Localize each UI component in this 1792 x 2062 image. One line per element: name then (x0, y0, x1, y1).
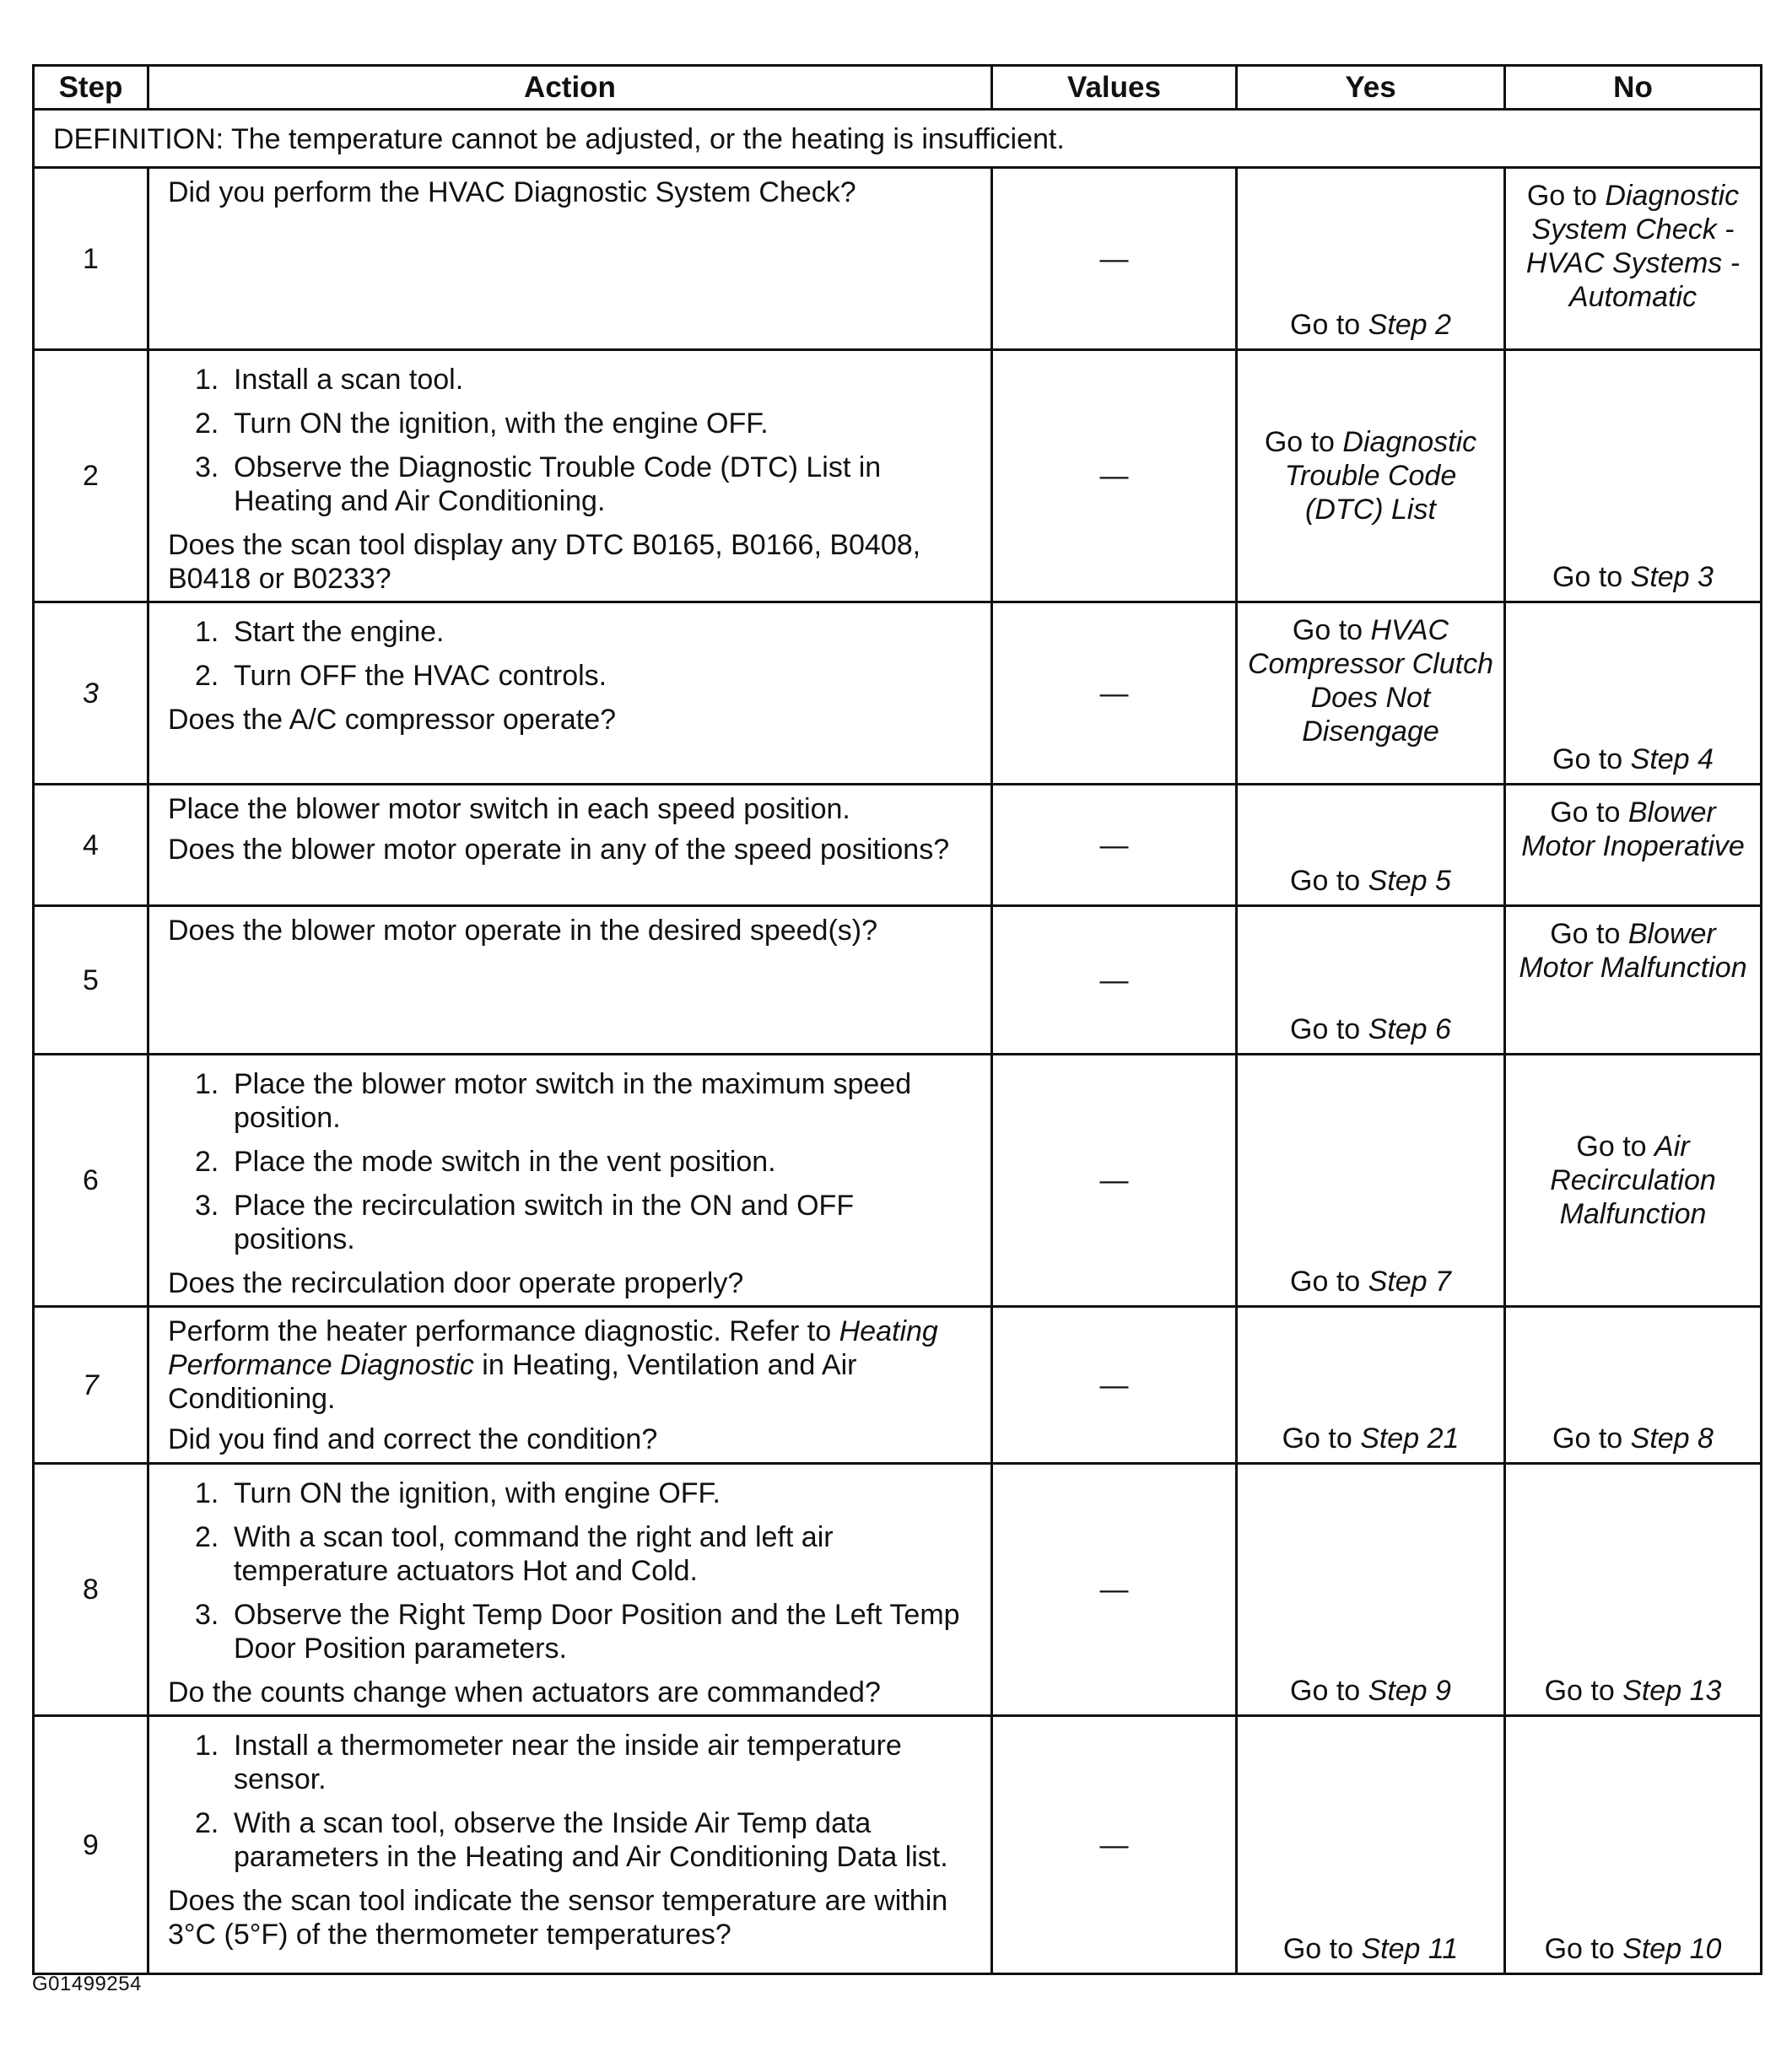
action-cell (148, 1716, 992, 1974)
action-steps-list (168, 1067, 980, 1256)
header-step: Step (34, 66, 148, 110)
yes-cell (1237, 1716, 1505, 1974)
yes-link[interactable]: Step 21 (1360, 1422, 1460, 1455)
action-text: Place the blower motor switch in each speed position. (168, 793, 850, 825)
yes-cell (1237, 168, 1505, 350)
list-item: 1. Start the engine. (195, 616, 445, 648)
action-cell (148, 168, 992, 350)
no-prefix: Go to (1550, 918, 1628, 950)
step-number: 4 (34, 785, 148, 906)
no-cell (1505, 350, 1762, 602)
yes-prefix: Go to (1290, 1013, 1368, 1045)
yes-link[interactable]: Step 9 (1368, 1675, 1451, 1707)
values-cell: — (992, 1055, 1237, 1307)
table-row (34, 1055, 1762, 1307)
header-row (34, 66, 1762, 110)
yes-prefix: Go to (1290, 1266, 1368, 1298)
values-cell: — (992, 906, 1237, 1055)
yes-link[interactable]: Step 6 (1368, 1013, 1451, 1045)
step-number: 9 (34, 1716, 148, 1974)
action-cell (148, 906, 992, 1055)
values-cell: — (992, 1307, 1237, 1464)
no-link[interactable]: Step 8 (1630, 1422, 1714, 1455)
yes-prefix: Go to (1290, 1675, 1368, 1707)
action-cell (148, 1464, 992, 1716)
no-cell (1505, 1716, 1762, 1974)
action-steps-list (168, 1476, 980, 1665)
action-question: Do the counts change when actuators are commanded? (168, 1676, 881, 1708)
yes-cell (1237, 602, 1505, 785)
table-row (34, 168, 1762, 350)
action-steps-list (168, 1729, 980, 1874)
no-prefix: Go to (1544, 1675, 1623, 1707)
no-cell (1505, 906, 1762, 1055)
yes-cell (1237, 1464, 1505, 1716)
table-row (34, 350, 1762, 602)
yes-prefix: Go to (1292, 614, 1371, 646)
no-cell (1505, 1464, 1762, 1716)
action-question: Did you find and correct the condition? (168, 1423, 658, 1455)
no-link[interactable]: Step 10 (1622, 1933, 1722, 1965)
table-row (34, 906, 1762, 1055)
list-item: 1. Place the blower motor switch in the maximum speed position. (195, 1068, 912, 1134)
no-cell (1505, 1307, 1762, 1464)
action-question: Does the blower motor operate in any of the speed positions? (168, 834, 950, 866)
step-number: 5 (34, 906, 148, 1055)
list-item: 3. Observe the Right Temp Door Position and the Left Temp Door Position parameters. (195, 1599, 960, 1665)
step-number: 2 (34, 350, 148, 602)
no-link[interactable]: Blower Motor Inoperative (1521, 796, 1745, 862)
yes-prefix: Go to (1264, 426, 1343, 458)
action-text: Perform the heater performance diagnostic. Refer to Heating Performance Diagnostic in Heating, Ventilation and Air Conditioning. (168, 1315, 938, 1415)
list-item: 1. Install a scan tool. (195, 364, 464, 396)
diagnostic-table (32, 64, 1762, 1975)
values-cell: — (992, 1464, 1237, 1716)
yes-cell (1237, 906, 1505, 1055)
definition-row (34, 110, 1762, 168)
diagnostic-table-container (32, 64, 1760, 1975)
no-prefix: Go to (1552, 743, 1631, 775)
list-item: 1. Turn ON the ignition, with engine OFF. (195, 1477, 721, 1509)
step-number: 1 (34, 168, 148, 350)
action-question: Does the A/C compressor operate? (168, 704, 617, 736)
no-link[interactable]: Diagnostic System Check - HVAC Systems - Automatic (1525, 180, 1741, 313)
yes-prefix: Go to (1282, 1933, 1362, 1965)
yes-cell (1237, 1307, 1505, 1464)
list-item: 2. With a scan tool, observe the Inside Air Temp data parameters in the Heating and Air Conditioning Data list. (195, 1807, 948, 1873)
list-item: 3. Observe the Diagnostic Trouble Code (DTC) List in Heating and Air Conditioning. (195, 451, 882, 517)
action-steps-list (168, 363, 980, 518)
no-prefix: Go to (1544, 1933, 1623, 1965)
yes-link[interactable]: Diagnostic Trouble Code (DTC) List (1284, 426, 1477, 526)
no-cell (1505, 168, 1762, 350)
step-number: 8 (34, 1464, 148, 1716)
action-cell (148, 1307, 992, 1464)
yes-prefix: Go to (1290, 309, 1368, 341)
step-number: 6 (34, 1055, 148, 1307)
no-link[interactable]: Step 4 (1630, 743, 1714, 775)
list-item: 2. Turn ON the ignition, with the engine OFF. (195, 408, 769, 440)
action-text: Does the blower motor operate in the desired speed(s)? (168, 915, 878, 947)
list-item: 2. With a scan tool, command the right and left air temperature actuators Hot and Cold. (195, 1521, 834, 1587)
table-row (34, 602, 1762, 785)
no-prefix: Go to (1552, 1422, 1631, 1455)
header-no: No (1505, 66, 1762, 110)
action-question: Does the scan tool display any DTC B0165, B0166, B0408, B0418 or B0233? (168, 529, 921, 595)
no-prefix: Go to (1576, 1131, 1655, 1163)
no-prefix: Go to (1552, 561, 1631, 593)
no-link[interactable]: Air Recirculation Malfunction (1550, 1131, 1716, 1230)
step-number: 3 (34, 602, 148, 785)
figure-id: G01499254 (32, 1973, 142, 1995)
yes-link[interactable]: Step 5 (1368, 865, 1451, 897)
action-cell (148, 1055, 992, 1307)
header-action: Action (148, 66, 992, 110)
definition-text: DEFINITION: The temperature cannot be adjusted, or the heating is insufficient. (34, 110, 1762, 168)
list-item: 2. Turn OFF the HVAC controls. (195, 660, 607, 692)
yes-link[interactable]: Step 2 (1368, 309, 1451, 341)
step-number: 7 (34, 1307, 148, 1464)
values-cell: — (992, 785, 1237, 906)
action-cell (148, 785, 992, 906)
table-row (34, 785, 1762, 906)
action-steps-list (168, 615, 980, 693)
no-prefix: Go to (1526, 180, 1606, 212)
list-item: 2. Place the mode switch in the vent position. (195, 1146, 776, 1178)
list-item: 3. Place the recirculation switch in the ON and OFF positions. (195, 1190, 855, 1255)
reference-link[interactable]: Heating Performance Diagnostic (168, 1315, 938, 1381)
no-cell (1505, 785, 1762, 906)
no-cell (1505, 1055, 1762, 1307)
values-cell: — (992, 602, 1237, 785)
action-question: Does the recirculation door operate properly? (168, 1267, 744, 1299)
header-values: Values (992, 66, 1237, 110)
action-cell (148, 350, 992, 602)
values-cell: — (992, 350, 1237, 602)
action-question: Does the scan tool indicate the sensor temperature are within 3°C (5°F) of the thermometer temperatures? (168, 1885, 948, 1951)
values-cell: — (992, 168, 1237, 350)
no-link[interactable]: Step 3 (1630, 561, 1714, 593)
yes-prefix: Go to (1282, 1422, 1361, 1455)
header-yes: Yes (1237, 66, 1505, 110)
yes-prefix: Go to (1290, 865, 1368, 897)
action-text: Did you perform the HVAC Diagnostic System Check? (168, 176, 856, 208)
no-link[interactable]: Blower Motor Malfunction (1519, 918, 1747, 984)
table-row (34, 1307, 1762, 1464)
no-link[interactable]: Step 13 (1622, 1675, 1722, 1707)
table-row (34, 1464, 1762, 1716)
table-row (34, 1716, 1762, 1974)
yes-cell (1237, 785, 1505, 906)
no-cell (1505, 602, 1762, 785)
values-cell: — (992, 1716, 1237, 1974)
no-prefix: Go to (1550, 796, 1628, 829)
yes-cell (1237, 350, 1505, 602)
yes-link[interactable]: Step 7 (1368, 1266, 1451, 1298)
yes-cell (1237, 1055, 1505, 1307)
yes-link[interactable]: HVAC Compressor Clutch Does Not Disengage (1248, 614, 1493, 748)
list-item: 1. Install a thermometer near the inside air temperature sensor. (195, 1730, 902, 1795)
yes-link[interactable]: Step 11 (1361, 1933, 1459, 1965)
action-cell (148, 602, 992, 785)
